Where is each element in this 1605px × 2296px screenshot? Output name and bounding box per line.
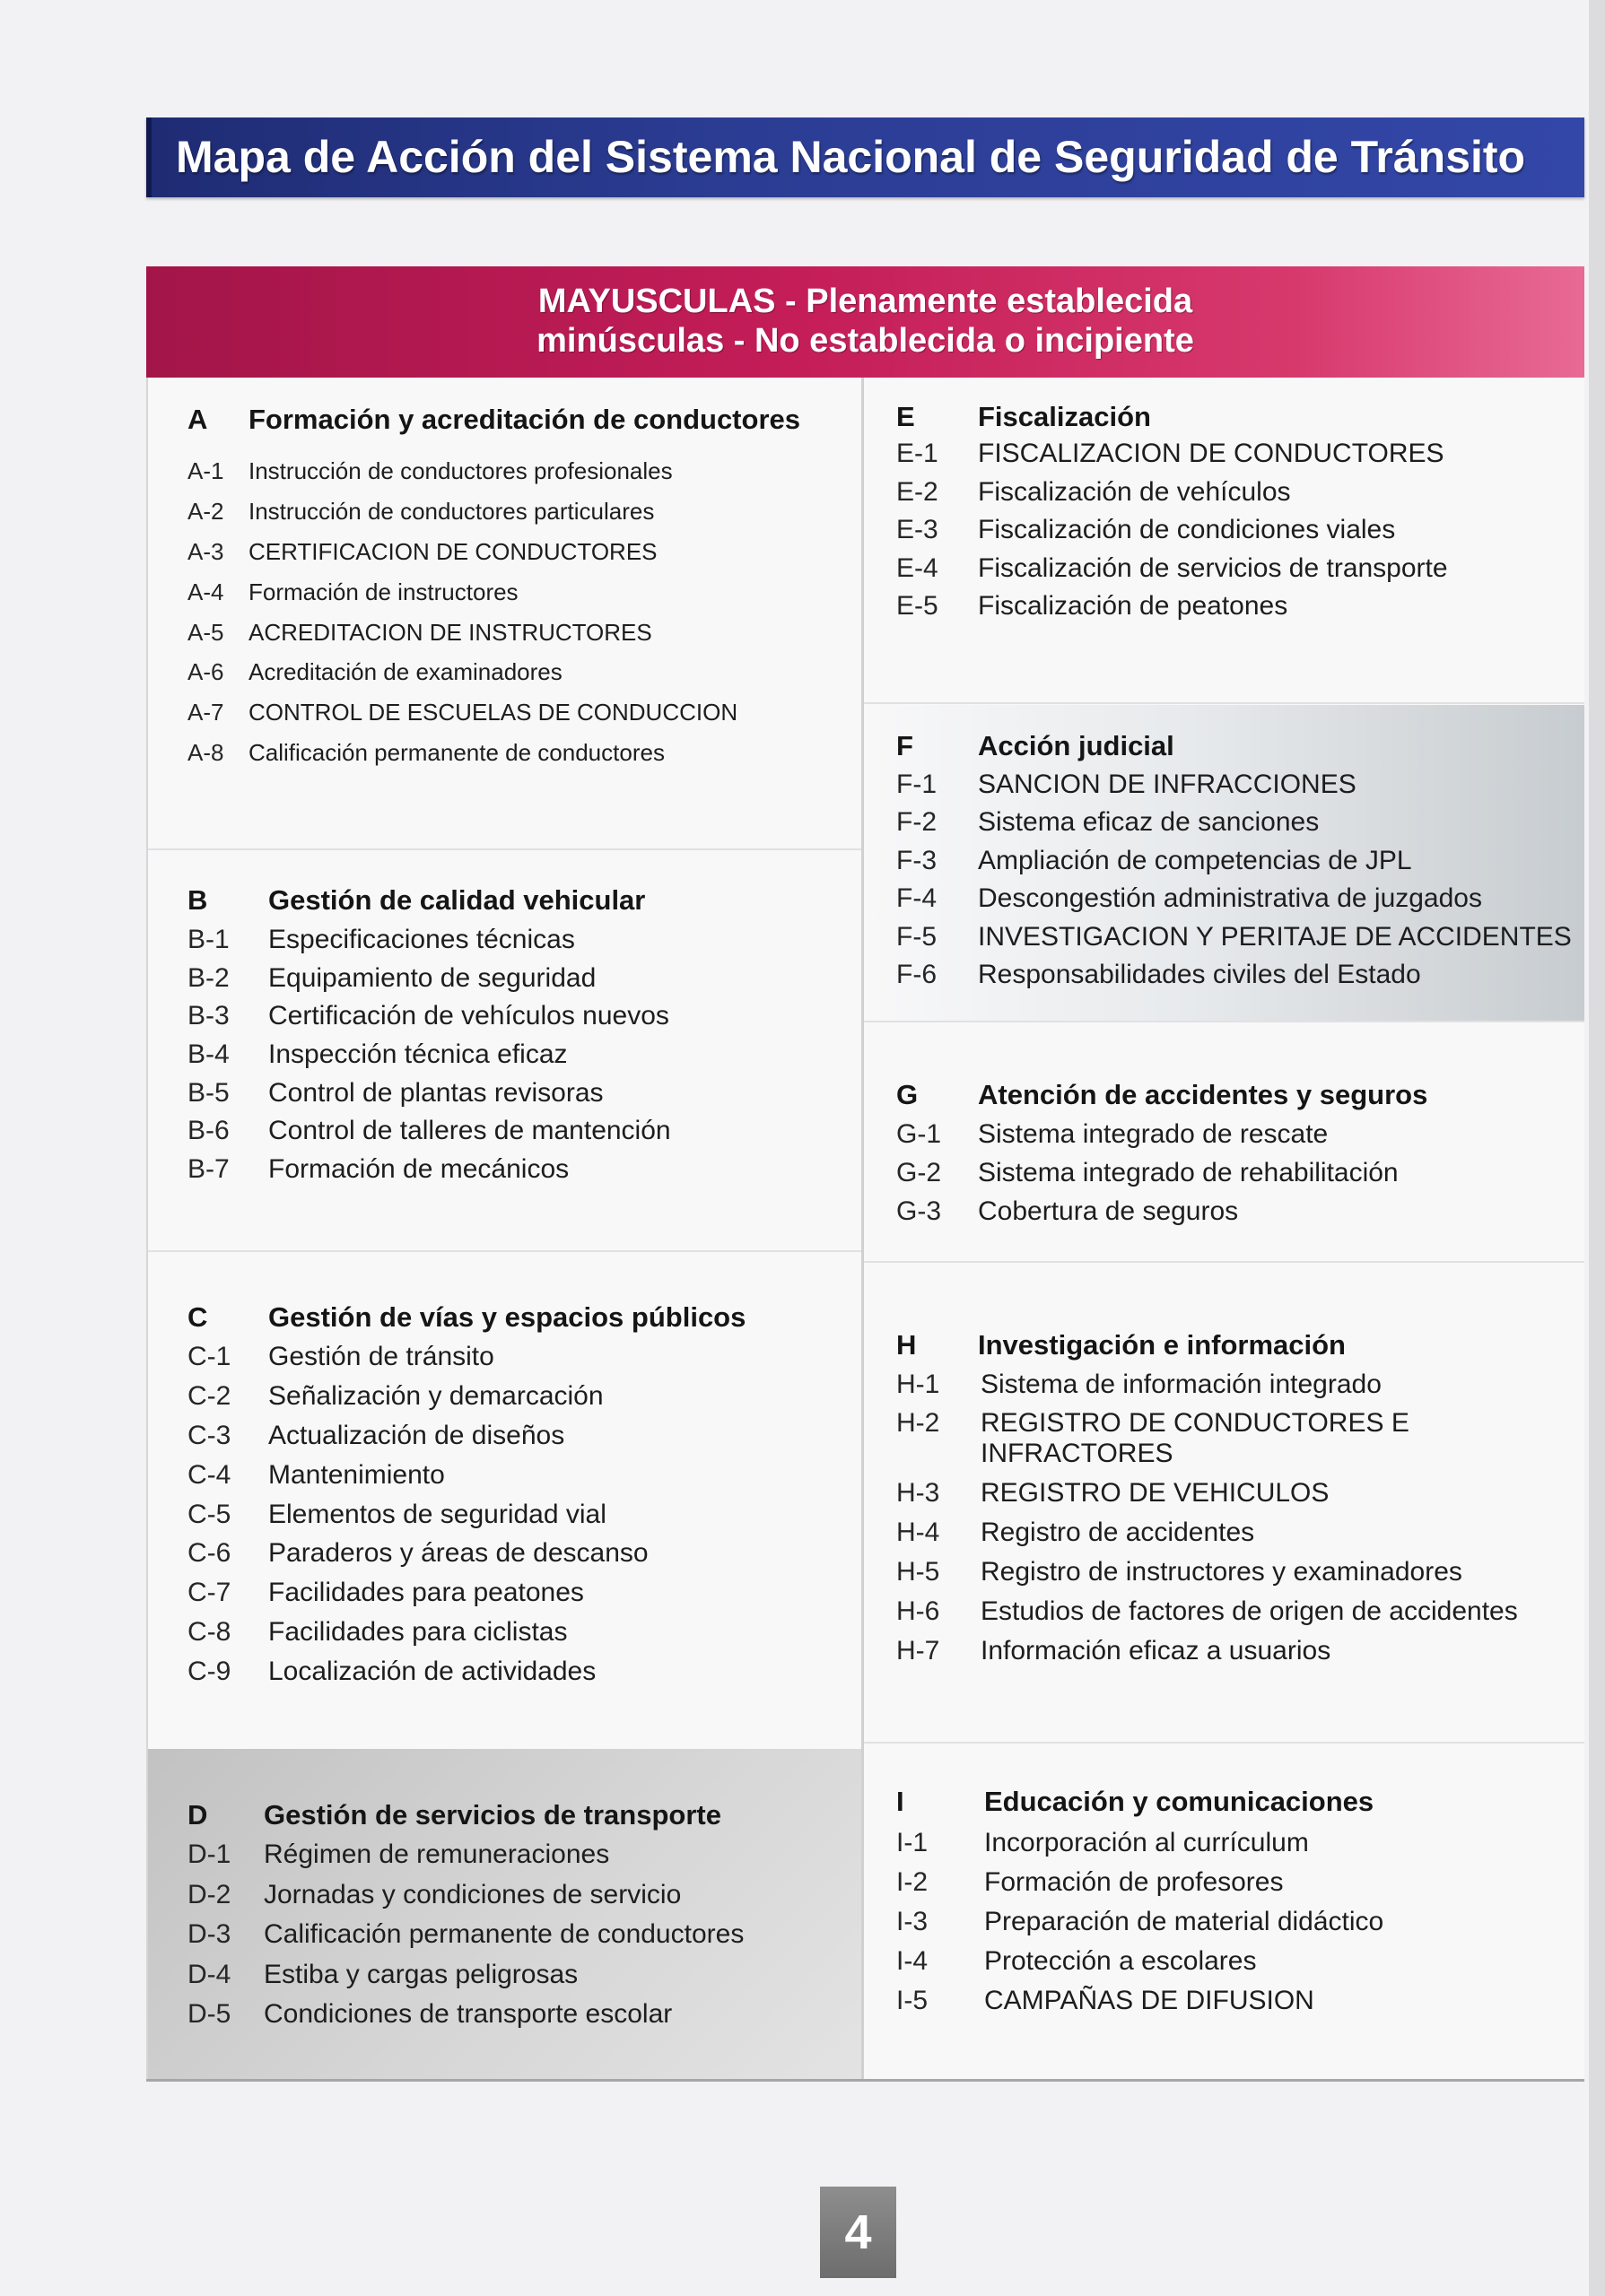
item-code: E-4 <box>896 552 938 583</box>
item-code: F-4 <box>896 883 937 914</box>
item-code: F-1 <box>896 770 937 799</box>
item-label: Localización de actividades <box>268 1657 597 1687</box>
item-code: A-1 <box>188 457 224 484</box>
item-code: F-3 <box>896 845 937 875</box>
item-code: B-5 <box>188 1077 230 1108</box>
item-code: I-3 <box>896 1907 929 1936</box>
section-title: Gestión de vías y espacios públicos <box>268 1301 746 1333</box>
item-code: C-8 <box>188 1617 231 1648</box>
item-code: B-3 <box>188 1001 230 1031</box>
item-code: H-2 <box>896 1408 940 1438</box>
item-label: Régimen de remuneraciones <box>264 1839 610 1869</box>
item-code: E-3 <box>896 515 938 544</box>
item-label: Registro de instructores y examinadores <box>981 1557 1462 1587</box>
section-title: Atención de accidentes y seguros <box>978 1079 1428 1110</box>
item-label: Formación de mecánicos <box>268 1154 570 1185</box>
item-label: FISCALIZACION DE CONDUCTORES <box>978 439 1444 468</box>
item-code: G-1 <box>896 1119 942 1149</box>
item-code: C-7 <box>188 1578 231 1608</box>
section-letter: F <box>896 730 913 761</box>
item-label: Control de talleres de mantención <box>268 1116 671 1146</box>
section-title: Formación y acreditación de conductores <box>249 404 800 435</box>
item-label: Facilidades para ciclistas <box>268 1617 568 1648</box>
section-divider <box>864 1021 1584 1022</box>
item-code: I-4 <box>896 1946 929 1976</box>
item-code: A-8 <box>188 739 224 767</box>
item-label: CAMPAÑAS DE DIFUSION <box>984 1986 1314 2015</box>
item-code: B-6 <box>188 1116 230 1146</box>
legend-line-uppercase: MAYUSCULAS - Plenamente establecida <box>537 283 1193 320</box>
item-label: Fiscalización de peatones <box>978 591 1288 621</box>
section-letter: I <box>896 1786 904 1817</box>
item-code: E-1 <box>896 439 938 468</box>
item-code: H-4 <box>896 1518 940 1547</box>
item-label: SANCION DE INFRACCIONES <box>978 770 1356 799</box>
item-label: Control de plantas revisoras <box>268 1077 604 1108</box>
item-label: Sistema de información integrado <box>981 1370 1382 1399</box>
item-code: C-6 <box>188 1538 231 1569</box>
item-label: Jornadas y condiciones de servicio <box>264 1879 682 1909</box>
item-code: A-3 <box>188 537 224 565</box>
item-label: Estiba y cargas peligrosas <box>264 1959 579 1989</box>
item-code: D-1 <box>188 1839 231 1869</box>
item-code: A-7 <box>188 699 224 726</box>
section-title: Fiscalización <box>978 401 1151 432</box>
item-label: Calificación permanente de conductores <box>249 739 665 767</box>
item-code: I-2 <box>896 1867 929 1897</box>
item-label: Sistema integrado de rehabilitación <box>978 1158 1399 1187</box>
section-title: Gestión de calidad vehicular <box>268 884 646 916</box>
page-edge <box>1589 0 1605 2296</box>
table-bottom-line <box>146 2079 1584 2082</box>
section-letter: D <box>188 1799 208 1831</box>
item-label: Registro de accidentes <box>981 1518 1255 1547</box>
item-label: Formación de profesores <box>984 1867 1284 1897</box>
item-code: D-4 <box>188 1959 231 1989</box>
item-label: Certificación de vehículos nuevos <box>268 1001 669 1031</box>
column-divider <box>861 378 864 2082</box>
section-title: Gestión de servicios de transporte <box>264 1799 721 1831</box>
item-code: E-2 <box>896 476 938 507</box>
item-label: Protección a escolares <box>984 1946 1257 1976</box>
item-code: C-9 <box>188 1657 231 1687</box>
item-code: B-2 <box>188 962 230 993</box>
item-code: C-3 <box>188 1420 231 1450</box>
section-divider <box>864 1261 1584 1263</box>
item-code: E-5 <box>896 591 938 621</box>
item-label: Acreditación de examinadores <box>249 658 563 686</box>
item-label: REGISTRO DE CONDUCTORES E INFRACTORES <box>981 1408 1409 1468</box>
item-code: H-5 <box>896 1557 940 1587</box>
page-number: 4 <box>820 2187 896 2278</box>
item-label: Formación de instructores <box>249 578 519 605</box>
section-title: Investigación e información <box>978 1329 1346 1361</box>
item-code: A-5 <box>188 618 224 646</box>
section-divider <box>864 702 1584 704</box>
section-title: Educación y comunicaciones <box>984 1786 1374 1817</box>
item-label: CERTIFICACION DE CONDUCTORES <box>249 537 658 565</box>
item-code: H-3 <box>896 1478 940 1508</box>
item-code: C-4 <box>188 1459 231 1490</box>
section-divider <box>148 848 861 850</box>
item-label: Facilidades para peatones <box>268 1578 584 1608</box>
section-letter: C <box>188 1301 208 1333</box>
item-label: Fiscalización de vehículos <box>978 476 1291 507</box>
item-code: H-7 <box>896 1636 940 1665</box>
item-label: Condiciones de transporte escolar <box>264 1999 673 2029</box>
item-label: Especificaciones técnicas <box>268 925 575 954</box>
item-code: B-1 <box>188 925 230 954</box>
item-label: INVESTIGACION Y PERITAJE DE ACCIDENTES <box>978 921 1572 952</box>
item-label: Calificación permanente de conductores <box>264 1919 745 1949</box>
item-label: Estudios de factores de origen de accidentes <box>981 1596 1518 1626</box>
item-code: A-2 <box>188 497 224 525</box>
item-label: Preparación de material didáctico <box>984 1907 1384 1936</box>
item-code: H-6 <box>896 1596 940 1626</box>
item-code: D-5 <box>188 1999 231 2029</box>
item-code: B-4 <box>188 1039 230 1070</box>
item-label: Inspección técnica eficaz <box>268 1039 568 1070</box>
item-code: A-4 <box>188 578 224 605</box>
item-code: C-2 <box>188 1380 231 1411</box>
item-label: Señalización y demarcación <box>268 1380 604 1411</box>
section-letter: H <box>896 1329 917 1361</box>
legend-banner <box>146 266 1584 378</box>
item-label: Cobertura de seguros <box>978 1196 1239 1226</box>
item-code: C-5 <box>188 1499 231 1529</box>
item-label: Incorporación al currículum <box>984 1828 1309 1857</box>
item-code: D-3 <box>188 1919 231 1949</box>
item-label: CONTROL DE ESCUELAS DE CONDUCCION <box>249 699 738 726</box>
section-title: Acción judicial <box>978 730 1174 761</box>
section-letter: B <box>188 884 208 916</box>
item-label: Responsabilidades civiles del Estado <box>978 959 1421 989</box>
item-label: Sistema eficaz de sanciones <box>978 807 1320 838</box>
item-label: Ampliación de competencias de JPL <box>978 845 1412 875</box>
item-label: Fiscalización de servicios de transporte <box>978 552 1448 583</box>
item-label: Actualización de diseños <box>268 1420 565 1450</box>
item-code: G-3 <box>896 1196 942 1226</box>
item-label: Sistema integrado de rescate <box>978 1119 1329 1149</box>
item-code: D-2 <box>188 1879 231 1909</box>
item-label: ACREDITACION DE INSTRUCTORES <box>249 618 652 646</box>
item-label: Paraderos y áreas de descanso <box>268 1538 649 1569</box>
title-bar <box>146 117 1584 197</box>
item-code: A-6 <box>188 658 224 686</box>
item-code: B-7 <box>188 1154 230 1185</box>
item-code: G-2 <box>896 1158 942 1187</box>
item-code: F-5 <box>896 921 937 952</box>
item-label: Instrucción de conductores particulares <box>249 497 655 525</box>
page-title: Mapa de Acción del Sistema Nacional de Seguridad de Tránsito <box>176 132 1526 182</box>
section-letter: E <box>896 401 915 432</box>
item-code: H-1 <box>896 1370 940 1399</box>
item-label: Elementos de seguridad vial <box>268 1499 606 1529</box>
item-label: Mantenimiento <box>268 1459 445 1490</box>
item-code: F-6 <box>896 959 937 989</box>
item-label: Equipamiento de seguridad <box>268 962 597 993</box>
item-label: REGISTRO DE VEHICULOS <box>981 1478 1330 1508</box>
item-label: Información eficaz a usuarios <box>981 1636 1331 1665</box>
item-code: I-5 <box>896 1986 929 2015</box>
section-letter: G <box>896 1079 919 1110</box>
legend-line-lowercase: minúsculas - No establecida o incipiente <box>536 322 1194 360</box>
item-code: F-2 <box>896 807 937 838</box>
item-label: Fiscalización de condiciones viales <box>978 515 1396 544</box>
item-code: I-1 <box>896 1828 929 1857</box>
item-label: Gestión de tránsito <box>268 1342 494 1371</box>
section-letter: A <box>188 404 208 435</box>
item-code: C-1 <box>188 1342 231 1371</box>
item-label: Instrucción de conductores profesionales <box>249 457 673 484</box>
section-divider <box>148 1250 861 1252</box>
item-label: Descongestión administrativa de juzgados <box>978 883 1482 914</box>
section-divider <box>864 1742 1584 1744</box>
